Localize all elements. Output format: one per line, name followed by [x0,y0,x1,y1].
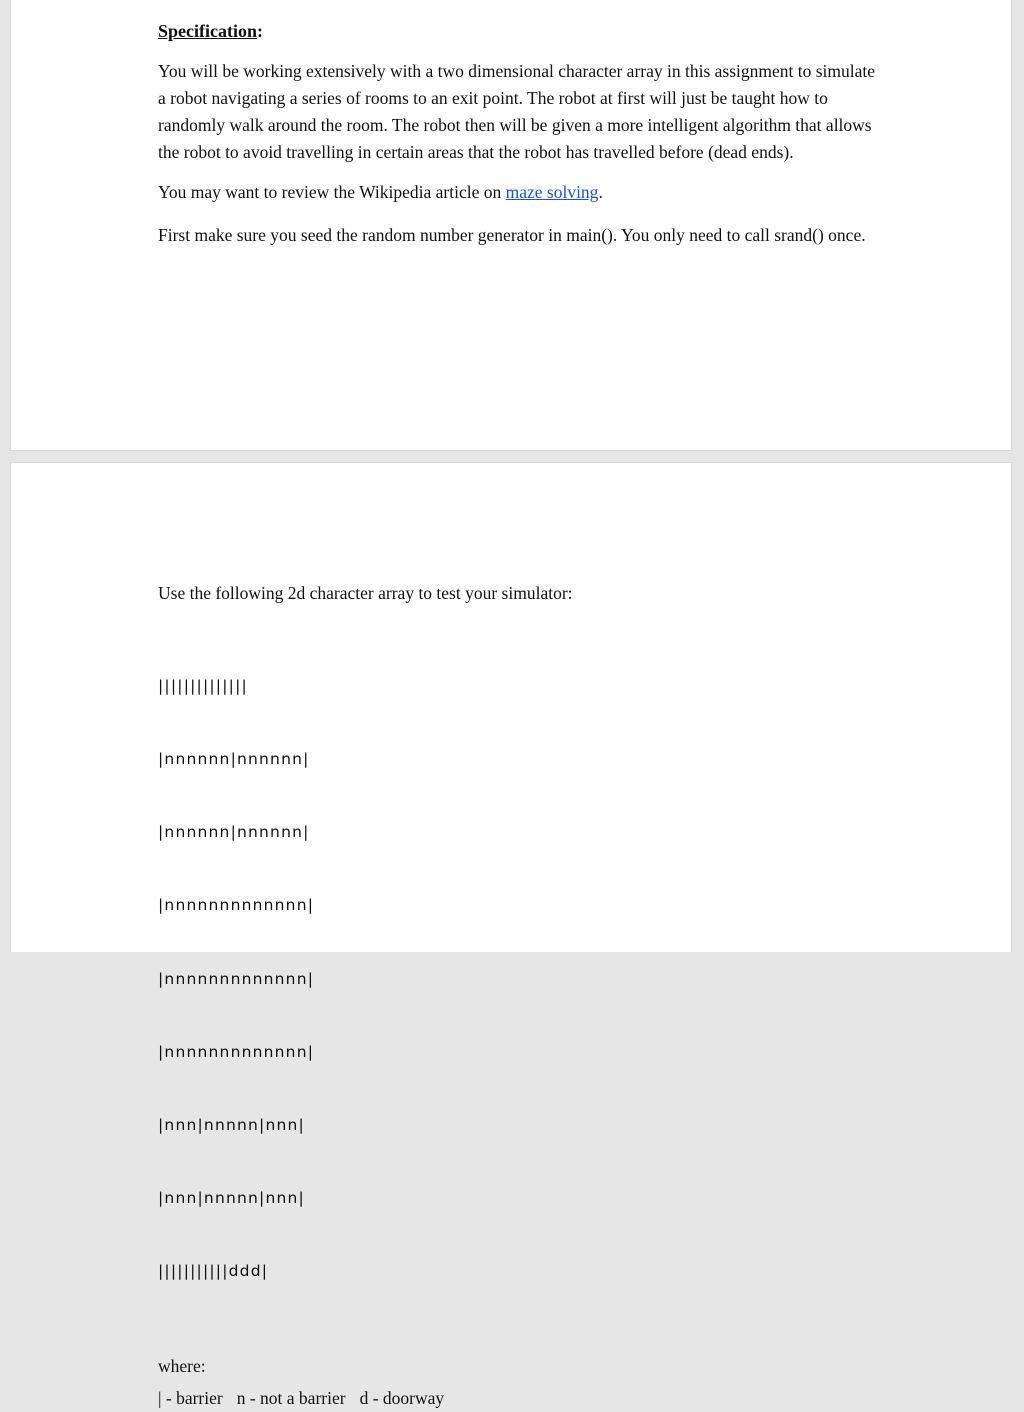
seed-paragraph: First make sure you seed the random number generator in main(). You only need to call srand() once. [158,225,866,245]
document-page-2 [10,462,1012,1408]
section-heading [158,18,878,44]
document-page-1 [10,0,1012,451]
maze-solving-link[interactable]: maze solving [505,182,599,202]
instruction-paragraph: Use the following 2d character array to test your simulator: [158,583,573,603]
wikipedia-paragraph [158,179,878,206]
maze-row: |nnnnnn|nnnnnn| [158,823,310,842]
maze-row: |nnnnnn|nnnnnn| [158,750,310,769]
maze-row: |nnnnnnnnnnnnn| [158,969,315,988]
legend-not-barrier: n - not a barrier [236,1387,346,1408]
page-2-content [158,580,878,1412]
maze-row: |nnn|nnnnn|nnn| [158,1189,305,1208]
legend [158,1385,878,1412]
where-label: where: [158,1355,206,1376]
maze-row: |nnn|nnnnn|nnn| [158,1116,305,1135]
legend-doorway: d - doorway [359,1387,445,1408]
wikipedia-suffix: . [598,182,603,202]
maze-row: |nnnnnnnnnnnnn| [158,1042,315,1061]
maze-array [158,625,878,1333]
heading-colon: : [257,21,263,41]
heading-text: Specification [158,21,257,41]
intro-paragraph: You will be working extensively with a two dimensional character array in this assignment to simulate a robot navigating a series of rooms to an exit point. The robot at first will just be taught how to randomly walk around the room. The robot then will be given a more intelligent algorithm that allows the robot to avoid travelling in certain areas that the robot has travelled before (dead ends). [158,61,876,162]
maze-row: |nnnnnnnnnnnnn| [158,896,315,915]
wikipedia-prefix: You may want to review the Wikipedia article on [158,182,506,202]
page-1-content [158,18,878,265]
legend-barrier: | - barrier [158,1387,223,1408]
maze-row: |||||||||||ddd| [158,1262,269,1281]
maze-row: |||||||||||||| [158,676,248,695]
